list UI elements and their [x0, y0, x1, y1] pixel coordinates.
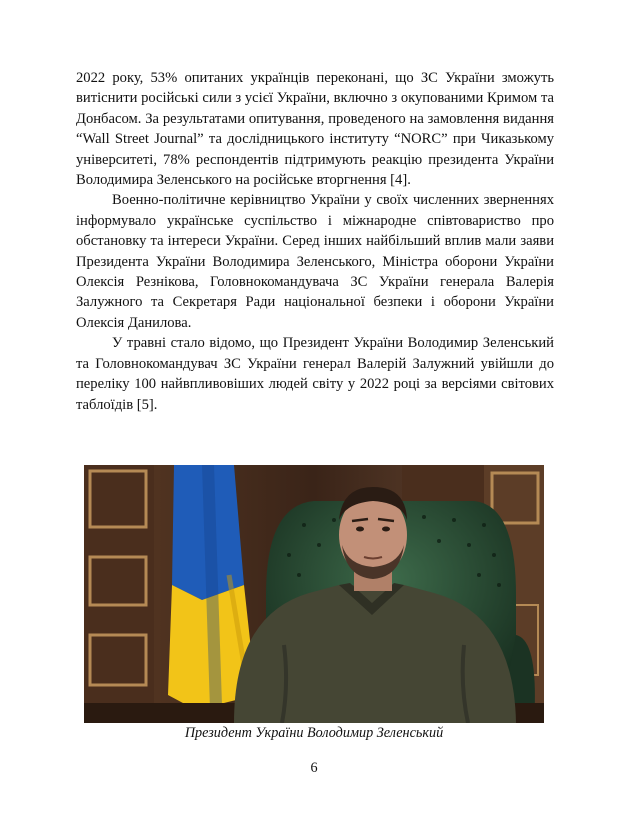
- paragraph-2: Военно-політичне керівництво України у своїх численних зверненнях інформувало українське суспільство і міжнародне співтовариство про обстановку та інтереси України. Серед інших найбільший вплив мали заяви Президента України Володимира Зеленського, Міністра оборони України Олексія Резнікова, Головнокомандувача ЗС України генерала Валерія Залужного та Секретаря Ради національної безпеки і оборони України Олексія Данилова.: [76, 192, 554, 331]
- paragraph-3: У травні стало відомо, що Президент України Володимир Зеленський та Головнокомандувач ЗС України генерал Валерій Залужний увійшли до переліку 100 найвпливовіших людей світу у 2022 році за версіями світових таблоїдів [5].: [76, 335, 554, 413]
- president-photo: [84, 465, 544, 723]
- page-number: 6: [310, 760, 318, 776]
- figure-caption: Президент України Володимир Зеленський: [184, 725, 444, 741]
- body-text: [76, 68, 554, 415]
- paragraph-1: 2022 року, 53% опитаних українців переконані, що ЗС України зможуть витіснити російські сили з усієї України, включно з окупованими Кримом та Донбасом. За результатами опитування, проведеного на замовлення видання “Wall Street Journal” та дослідницького інституту “NORC” при Чиказькому університеті, 78% респондентів підтримують реакцію президента України Володимира Зеленського на російське вторгнення [4].: [76, 70, 554, 189]
